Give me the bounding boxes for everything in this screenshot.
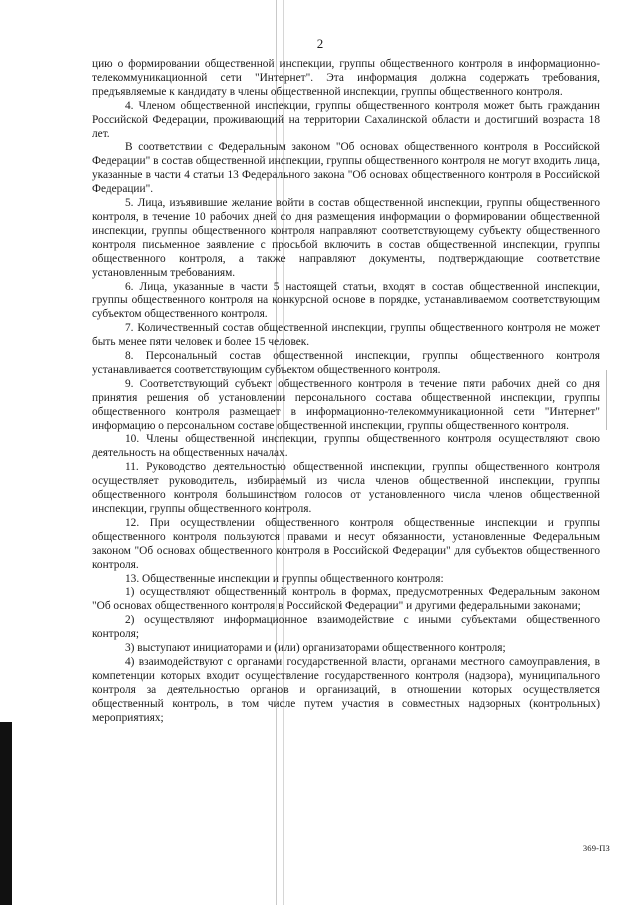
document-code: 369-ПЗ	[582, 843, 610, 853]
paragraph-item-9: 9. Соответствующий субъект общественного контроля в течение пяти рабочих дней со дня принятия решения об установлении персонального состава общественной инспекции, группы общественного контроля размещает в информационно-телекоммуникационной сети "Интернет" информацию о персональном составе общественной инспекции, группы общественного контроля.	[92, 377, 600, 432]
paragraph-item-12: 12. При осуществлении общественного контроля общественные инспекции и группы общественного контроля пользуются правами и несут обязанности, установленные Федеральным законом "Об основах общественного контроля в Российской Федерации" для субъектов общественного контроля.	[92, 516, 600, 571]
paragraph-item-7: 7. Количественный состав общественной инспекции, группы общественного контроля не может быть менее пяти человек и более 15 человек.	[92, 322, 600, 349]
subitem-4: 4) взаимодействуют с органами государственной власти, органами местного самоуправления, в компетенции которых входит осуществление государственного контроля (надзора), муниципального контроля за деятельностью органов и организаций, в отношении которых осуществляется общественный контроль, в том числе путем участия в совместных надзорных (контрольных) мероприятиях;	[92, 655, 600, 724]
paragraph-item-11: 11. Руководство деятельностью общественной инспекции, группы общественного контроля осуществляет руководитель, избираемый из числа членов общественной инспекции, группы общественного контроля большинством голосов от установленного числа членов общественной инспекции, группы общественного контроля.	[92, 461, 600, 515]
subitem-1: 1) осуществляют общественный контроль в формах, предусмотренных Федеральным законом "Об основах общественного контроля в Российской Федерации" и другими федеральными законами;	[92, 586, 600, 613]
scan-margin-mark	[606, 370, 607, 430]
paragraph-item-8: 8. Персональный состав общественной инспекции, группы общественного контроля устанавливается соответствующим субъектом общественного контроля.	[92, 350, 600, 376]
paragraph-continuation: цию о формировании общественной инспекции, группы общественного контроля в информационно-телекоммуникационной сети "Интернет". Эта информация должна содержать требования, предъявляемые к кандидату в члены общественной инспекции, группы общественного контроля.	[92, 58, 600, 98]
paragraph-item-5: 5. Лица, изъявившие желание войти в состав общественной инспекции, группы общественного контроля, в течение 10 рабочих дней со дня размещения информации о формировании общественной инспекции, группы общественного контроля направляют соответствующему субъекту общественного контроля письменное заявление с просьбой включить в состав общественной инспекции, группы общественного контроля, а также направляют документы, подтверждающие соответствие установленным требованиям.	[92, 197, 600, 279]
paragraph: В соответствии с Федеральным законом "Об основах общественного контроля в Российской Федерации" в состав общественной инспекции, группы общественного контроля не могут входить лица, указанные в части 4 статьи 13 Федерального закона "Об основах общественного контроля в Российской Федерации".	[92, 141, 600, 196]
subitem-2: 2) осуществляют информационное взаимодействие с иными субъектами общественного контроля;	[92, 614, 600, 641]
paragraph-item-6: 6. Лица, указанные в части 5 настоящей статьи, входят в состав общественной инспекции, группы общественного контроля на конкурсной основе в порядке, устанавливаемом соответствующим субъектом общественного контроля.	[92, 280, 600, 321]
paragraph-item-13: 13. Общественные инспекции и группы общественного контроля:	[125, 572, 444, 585]
paragraph-item-10: 10. Члены общественной инспекции, группы общественного контроля осуществляют свою деятельность на общественных началах.	[92, 433, 600, 460]
paragraph-item-4: 4. Членом общественной инспекции, группы общественного контроля может быть гражданин Российской Федерации, проживающий на территории Сахалинской области и достигший возраста 18 лет.	[92, 99, 600, 140]
page-number: 2	[316, 36, 324, 51]
document-body	[92, 58, 600, 726]
scan-edge-shadow	[0, 722, 12, 905]
subitem-3: 3) выступают инициаторами и (или) организаторами общественного контроля;	[125, 642, 506, 655]
